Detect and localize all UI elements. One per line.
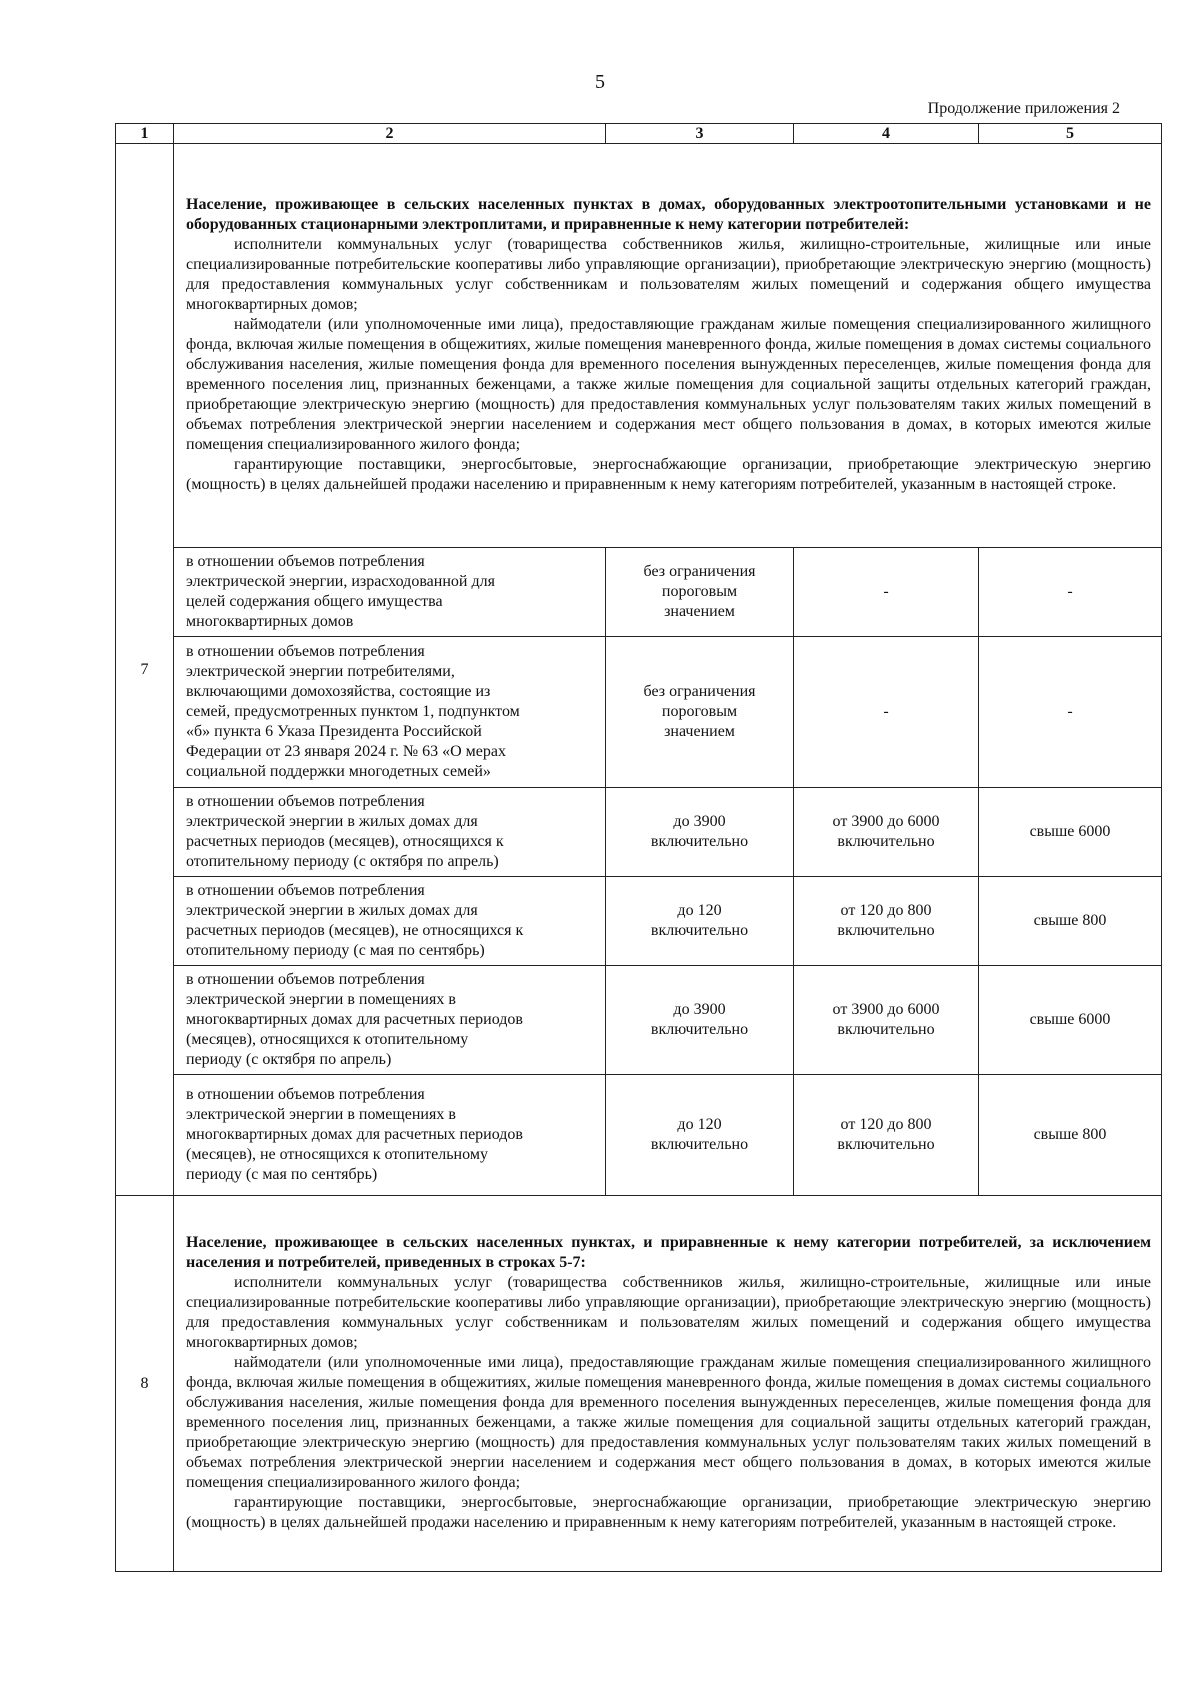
subrow-col4-value: от 3900 до 6000 включительно xyxy=(794,966,979,1075)
row-7-heading xyxy=(116,144,1162,548)
column-header-2: 2 xyxy=(174,124,606,144)
row-8-paragraph: наймодатели (или уполномоченные ими лица), предоставляющие гражданам жилые помещения специализированного жилищного фонда, включая жилые помещения в общежитиях, жилые помещения маневренного фонда, жилые помещения в домах системы социального обслуживания населения, жилые помещения фонда для временного поселения вынужденных переселенцев, жилые помещения фонда для временного поселения лиц, признанных беженцами, а также жилые помещения для социальной защиты отдельных категорий граждан, приобретающие электрическую энергию (мощность) для предоставления коммунальных услуг пользователям таких жилых помещений в объемах потребления электрической энергии населением и содержания мест общего пользования в домах, в которых имеются жилые помещения специализированного жилого фонда; xyxy=(186,1354,1151,1491)
appendix-continuation-note: Продолжение приложения 2 xyxy=(927,100,1120,117)
subrow-col3-value: до 120 включительно xyxy=(606,877,794,966)
subrow-description: в отношении объемов потребления электрической энергии, израсходованной для целей содержания общего имущества многоквартирных домов xyxy=(174,548,606,637)
subrow-description: в отношении объемов потребления электрической энергии потребителями, включающими домохозяйства, состоящие из семей, предусмотренных пунктом 1, подпунктом «б» пункта 6 Указа Президента Российской Федерации от 23 января 2024 г. № 63 «О мерах социальной поддержки многодетных семей» xyxy=(174,637,606,788)
page-number: 5 xyxy=(595,71,605,93)
subrow-description: в отношении объемов потребления электрической энергии в жилых домах для расчетных периодов (месяцев), относящихся к отопительному периоду (с октября по апрель) xyxy=(174,788,606,877)
row-7-subrow xyxy=(116,788,1162,877)
column-header-row xyxy=(116,124,1162,144)
row-8-paragraph: исполнители коммунальных услуг (товарищества собственников жилья, жилищно-строительные, жилищные или иные специализированные потребительские кооперативы либо управляющие организации), приобретающие электрическую энергию (мощность) для предоставления коммунальных услуг собственникам и пользователям жилых помещений и содержания общего имущества многоквартирных домов; xyxy=(186,1274,1151,1351)
row-7-subrow xyxy=(116,877,1162,966)
column-header-1: 1 xyxy=(116,124,174,144)
row-7-subrow xyxy=(116,548,1162,637)
row-8-paragraph: гарантирующие поставщики, энергосбытовые, энергоснабжающие организации, приобретающие электрическую энергию (мощность) в целях дальнейшей продажи населению и приравненным к нему категориям потребителей, указанным в настоящей строке. xyxy=(186,1494,1151,1531)
tariff-table xyxy=(115,123,1162,1572)
subrow-col3-value: до 3900 включительно xyxy=(606,966,794,1075)
column-header-5: 5 xyxy=(979,124,1162,144)
row-7-subrow xyxy=(116,966,1162,1075)
subrow-col3-value: без ограничения пороговым значением xyxy=(606,637,794,788)
row-8-description xyxy=(174,1196,1162,1572)
subrow-col3-value: без ограничения пороговым значением xyxy=(606,548,794,637)
row-7-paragraph: исполнители коммунальных услуг (товарищества собственников жилья, жилищно-строительные, жилищные или иные специализированные потребительские кооперативы либо управляющие организации), приобретающие электрическую энергию (мощность) для предоставления коммунальных услуг собственникам и пользователям жилых помещений и содержания общего имущества многоквартирных домов; xyxy=(186,236,1151,313)
row-8 xyxy=(116,1196,1162,1572)
row-8-number: 8 xyxy=(116,1196,174,1572)
row-7-heading-text: Население, проживающее в сельских населенных пунктах в домах, оборудованных электроотопительными установками и не оборудованных стационарными электроплитами, и приравненные к нему категории потребителей: xyxy=(186,196,1151,233)
subrow-col5-value: - xyxy=(979,548,1162,637)
subrow-col4-value: - xyxy=(794,548,979,637)
subrow-col4-value: - xyxy=(794,637,979,788)
row-7-subrow xyxy=(116,637,1162,788)
subrow-col3-value: до 120 включительно xyxy=(606,1075,794,1196)
subrow-col4-value: от 120 до 800 включительно xyxy=(794,1075,979,1196)
row-7-number: 7 xyxy=(116,144,174,1196)
row-7-subrow xyxy=(116,1075,1162,1196)
subrow-col5-value: свыше 800 xyxy=(979,877,1162,966)
subrow-description: в отношении объемов потребления электрической энергии в помещениях в многоквартирных домах для расчетных периодов (месяцев), относящихся к отопительному периоду (с октября по апрель) xyxy=(174,966,606,1075)
subrow-col5-value: - xyxy=(979,637,1162,788)
row-7-description xyxy=(174,144,1162,548)
column-header-3: 3 xyxy=(606,124,794,144)
subrow-col5-value: свыше 6000 xyxy=(979,788,1162,877)
subrow-col4-value: от 120 до 800 включительно xyxy=(794,877,979,966)
subrow-description: в отношении объемов потребления электрической энергии в помещениях в многоквартирных домах для расчетных периодов (месяцев), не относящихся к отопительному периоду (с мая по сентябрь) xyxy=(174,1075,606,1196)
subrow-col3-value: до 3900 включительно xyxy=(606,788,794,877)
subrow-col4-value: от 3900 до 6000 включительно xyxy=(794,788,979,877)
column-header-4: 4 xyxy=(794,124,979,144)
subrow-col5-value: свыше 800 xyxy=(979,1075,1162,1196)
subrow-description: в отношении объемов потребления электрической энергии в жилых домах для расчетных периодов (месяцев), не относящихся к отопительному периоду (с мая по сентябрь) xyxy=(174,877,606,966)
subrow-col5-value: свыше 6000 xyxy=(979,966,1162,1075)
row-8-heading-text: Население, проживающее в сельских населенных пунктах, и приравненные к нему категории потребителей, за исключением населения и потребителей, приведенных в строках 5-7: xyxy=(186,1234,1151,1271)
row-7-paragraph: гарантирующие поставщики, энергосбытовые, энергоснабжающие организации, приобретающие электрическую энергию (мощность) в целях дальнейшей продажи населению и приравненным к нему категориям потребителей, указанным в настоящей строке. xyxy=(186,456,1151,493)
row-7-paragraph: наймодатели (или уполномоченные ими лица), предоставляющие гражданам жилые помещения специализированного жилищного фонда, включая жилые помещения в общежитиях, жилые помещения маневренного фонда, жилые помещения в домах системы социального обслуживания населения, жилые помещения фонда для временного поселения вынужденных переселенцев, жилые помещения фонда для временного поселения лиц, признанных беженцами, а также жилые помещения для социальной защиты отдельных категорий граждан, приобретающие электрическую энергию (мощность) для предоставления коммунальных услуг пользователям таких жилых помещений в объемах потребления электрической энергии населением и содержания мест общего пользования в домах, в которых имеются жилые помещения специализированного жилого фонда; xyxy=(186,316,1151,453)
